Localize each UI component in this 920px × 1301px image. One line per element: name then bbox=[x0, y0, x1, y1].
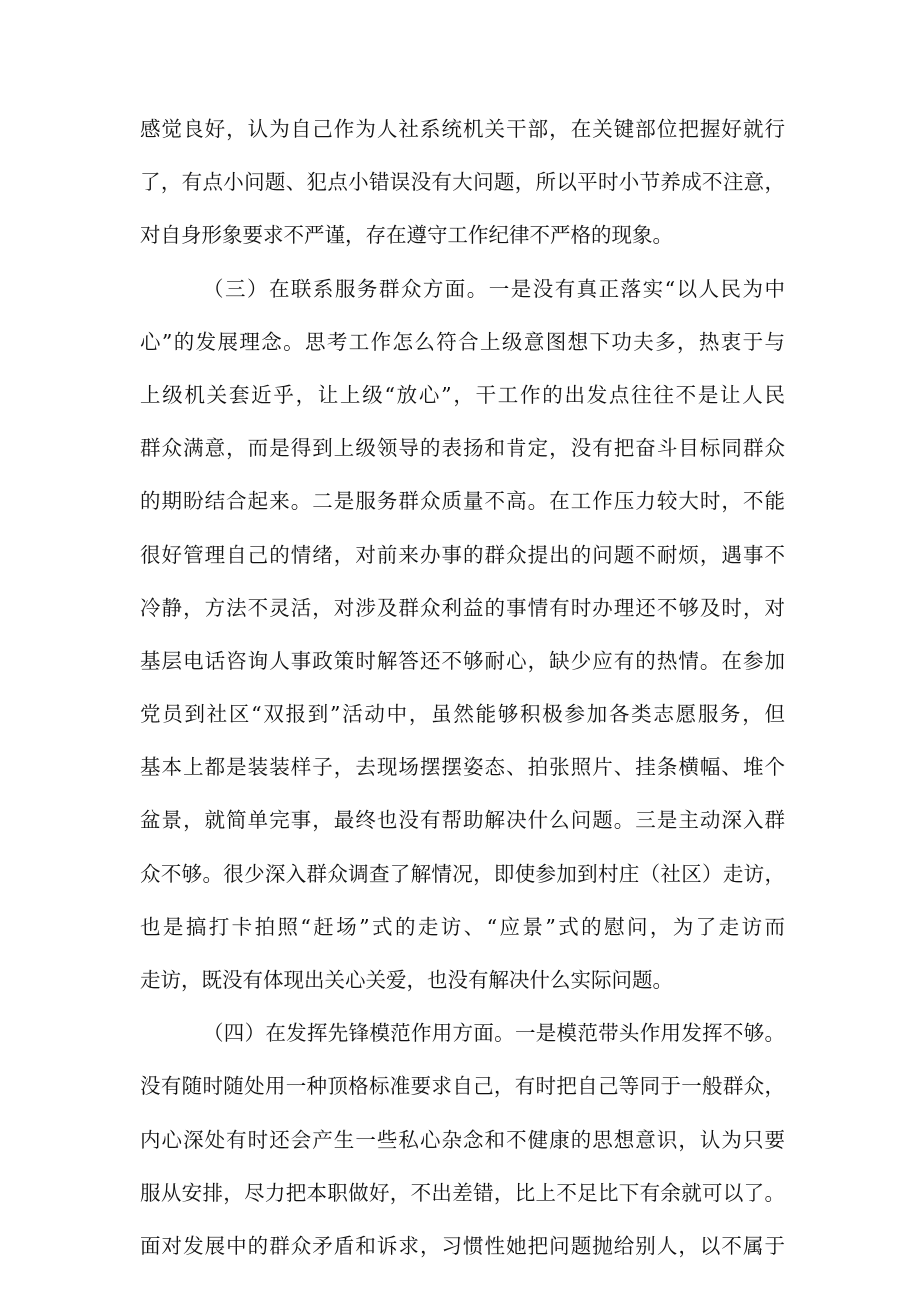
text-line: 没有随时随处用一种顶格标准要求自己，有时把自己等同于一般群众， bbox=[140, 1074, 785, 1099]
text-line: 众不够。很少深入群众调查了解情况，即使参加到村庄（社区）走访， bbox=[140, 861, 785, 886]
text-line: 对自身形象要求不严谨，存在遵守工作纪律不严格的现象。 bbox=[140, 223, 673, 248]
text-line: 群众满意，而是得到上级领导的表扬和肯定，没有把奋斗目标同群众 bbox=[140, 436, 785, 461]
text-line: 面对发展中的群众矛盾和诉求，习惯性她把问题抛给别人，以不属于 bbox=[140, 1233, 785, 1258]
text-line: 党员到社区“双报到”活动中，虽然能够积极参加各类志愿服务，但 bbox=[140, 702, 785, 727]
text-line: 的期盼结合起来。二是服务群众质量不高。在工作压力较大时，不能 bbox=[140, 489, 785, 514]
text-line: 盆景，就简单完事，最终也没有帮助解决什么问题。三是主动深入群 bbox=[140, 808, 785, 833]
text-line: 基本上都是装装样子，去现场摆摆姿态、拍张照片、挂条横幅、堆个 bbox=[140, 755, 785, 780]
text-line: 服从安排，尽力把本职做好，不出差错，比上不足比下有余就可以了。 bbox=[140, 1180, 785, 1205]
paragraph-heading-line: （四）在发挥先锋模范作用方面。一是模范带头作用发挥不够。 bbox=[203, 1021, 785, 1046]
text-line: 内心深处有时还会产生一些私心杂念和不健康的思想意识，认为只要 bbox=[140, 1127, 785, 1152]
text-line: 也是搞打卡拍照“赶场”式的走访、“应景”式的慰问，为了走访而 bbox=[140, 914, 785, 939]
text-line: 了，有点小问题、犯点小错误没有大问题，所以平时小节养成不注意， bbox=[140, 170, 785, 195]
text-line: 走访，既没有体现出关心关爱，也没有解决什么实际问题。 bbox=[140, 968, 673, 992]
text-line: 冷静，方法不灵活，对涉及群众利益的事情有时办理还不够及时，对 bbox=[140, 595, 785, 620]
text-line: 上级机关套近乎，让上级“放心”，干工作的出发点往往不是让人民 bbox=[140, 382, 785, 407]
text-line: 基层电话咨询人事政策时解答还不够耐心，缺少应有的热情。在参加 bbox=[140, 648, 785, 673]
text-line: 感觉良好，认为自己作为人社系统机关干部，在关键部位把握好就行 bbox=[140, 117, 785, 141]
text-line: 很好管理自己的情绪，对前来办事的群众提出的问题不耐烦，遇事不 bbox=[140, 542, 785, 567]
text-line: 心”的发展理念。思考工作怎么符合上级意图想下功夫多，热衷于与 bbox=[140, 329, 785, 354]
document-body bbox=[140, 103, 785, 1273]
paragraph-heading-line: （三）在联系服务群众方面。一是没有真正落实“以人民为中 bbox=[203, 276, 785, 301]
